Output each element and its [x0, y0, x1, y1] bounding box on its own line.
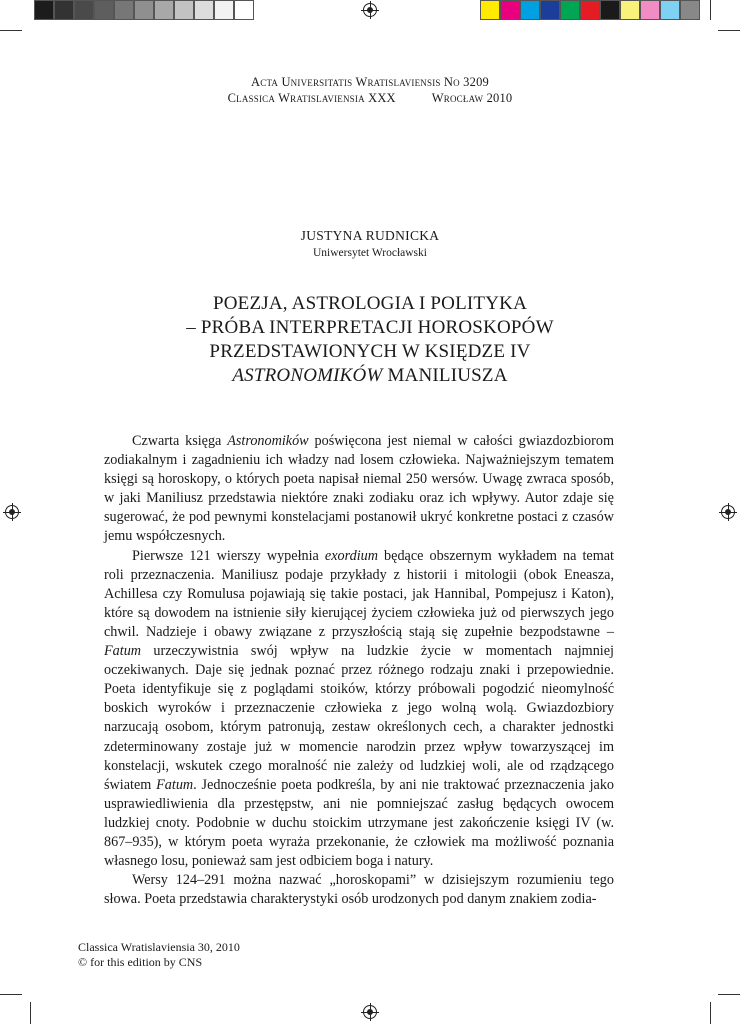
journal-place-year: Wrocław 2010	[431, 91, 513, 105]
crop-mark-bottom-right-v	[710, 1002, 711, 1024]
author-affiliation: Uniwersytet Wrocławski	[313, 247, 427, 259]
color-swatch	[580, 0, 600, 20]
gray-swatch	[214, 0, 234, 20]
gray-swatch	[54, 0, 74, 20]
crop-mark-top-left	[0, 30, 22, 31]
color-swatch	[520, 0, 540, 20]
text-run: poświęcona jest niemal w całości gwiazdozbiorom zodiakalnym i zagadnieniu ich władzy nad losem człowieka. Najważniejszym tematem księgi są horoskopy, o których poeta napisał niemal 250 wersów. Uwagę zwraca sposób, w jaki Maniliusz przedstawia niektóre znaki zodiaku oraz ich wpływy. Autor zdaje się sugerować, że pod pewnymi konstelacjami postanowił ukryć konkretne postaci z czasów jemu współczesnych.	[104, 433, 614, 545]
gray-swatch	[94, 0, 114, 20]
journal-header	[0, 74, 740, 106]
color-calibration-bar	[480, 0, 700, 20]
gray-swatch	[34, 0, 54, 20]
crop-mark-bottom-left	[0, 994, 22, 995]
article-body	[104, 432, 614, 909]
crop-mark-bottom-left-v	[30, 1002, 31, 1024]
paragraph-3: Wersy 124–291 można nazwać „horoskopami” w dzisiejszym rozumieniu tego słowa. Poeta przedstawia charakterystyki osób urodzonych pod danym znakiem zodia-	[104, 872, 614, 908]
gray-swatch	[114, 0, 134, 20]
paragraph-1	[104, 432, 614, 547]
journal-volume: Classica Wratislaviensia XXX	[227, 91, 396, 105]
crop-mark-top-right-v	[710, 0, 711, 20]
text-run: . Jednocześnie poeta podkreśla, by ani nie traktować przeznaczenia jako usprawiedliwienia dla przestępstw, ani nie pomniejszać zasług będących owocem ludzkiej cnoty. Podobnie w duchu stoickim utrzymane jest zakończenie księgi IV (w. 867–935), w którym poeta wyraża przekonanie, że człowiek ma możliwość poznania własnego losu, ponieważ sam jest odbiciem boga i natury.	[104, 776, 615, 870]
title-line-4	[0, 364, 740, 388]
author-name: JUSTYNA RUDNICKA	[300, 228, 440, 243]
color-swatch	[680, 0, 700, 20]
color-swatch	[620, 0, 640, 20]
footer-copyright: © for this edition by CNS	[78, 955, 203, 969]
title-line-3: PRZEDSTAWIONYCH W KSIĘDZE IV	[209, 341, 531, 362]
footer-citation: Classica Wratislaviensia 30, 2010	[78, 940, 240, 954]
page-footer	[78, 940, 240, 970]
italic-run: Fatum	[156, 776, 194, 793]
gray-swatch	[134, 0, 154, 20]
color-swatch	[600, 0, 620, 20]
color-swatch	[640, 0, 660, 20]
gray-swatch	[194, 0, 214, 20]
color-swatch	[480, 0, 500, 20]
grayscale-calibration-bar	[34, 0, 254, 20]
text-run: Czwarta księga	[132, 433, 228, 449]
title-line-1: POEZJA, ASTROLOGIA I POLITYKA	[212, 293, 528, 314]
crop-mark-top-right	[718, 30, 740, 31]
color-swatch	[560, 0, 580, 20]
registration-mark-bottom-icon	[363, 1005, 377, 1019]
italic-run: exordium	[324, 547, 378, 564]
color-swatch	[660, 0, 680, 20]
gray-swatch	[154, 0, 174, 20]
crop-mark-bottom-right	[718, 994, 740, 995]
registration-mark-right-icon	[721, 505, 735, 519]
text-run: urzeczywistnia swój wpływ na ludzkie życie w momentach najmniej oczekiwanych. Daje się jednak poznać przez różnego rodzaju znaki i przepowiednie. Poeta identyfikuje się z poglądami stoików, którzy próbowali pogodzić nieomylność boskich wyroków i przeznaczenie człowieka z jego wolną wolą. Gwiazdozbiory narzucają osobom, którym patronują, zestaw określonych cech, a charakter jednostki zdeterminowany zostaje już w momencie narodzin przez wpływ towarzyszącej im konstelacji, wskutek czego moralność nie zależy od ludzkiej woli, ale od rządzącego światem	[104, 643, 614, 793]
color-swatch	[540, 0, 560, 20]
title-italic-word: ASTRONOMIKÓW	[232, 365, 383, 386]
title-line-4-rest: MANILIUSZA	[382, 365, 508, 386]
color-swatch	[500, 0, 520, 20]
text-run: Pierwsze 121 wierszy wypełnia	[132, 547, 325, 564]
gray-swatch	[174, 0, 194, 20]
journal-volume-line	[0, 90, 740, 106]
gray-swatch	[74, 0, 94, 20]
journal-series: Acta Universitatis Wratislaviensis No 3209	[251, 75, 489, 89]
italic-run: Fatum	[104, 643, 142, 660]
text-run: będące obszernym wykładem na temat roli przeznaczenia. Maniliusz podaje przykłady z historii i mitologii (obok Eneasza, Achillesa czy Romulusa pojawiają się takie postaci, jak Hannibal, Pompejusz i Katon), które są dowodem na istnienie siły kierującej życiem człowieka już od pierwszych jego chwil. Nadzieje i obawy związane z przyszłością stają się zupełnie bezpodstawne –	[104, 547, 614, 640]
paragraph-2	[104, 547, 614, 872]
registration-mark-left-icon	[5, 505, 19, 519]
italic-run: Astronomików	[227, 433, 309, 449]
registration-mark-top-icon	[363, 3, 377, 17]
article-title	[0, 292, 740, 388]
gray-swatch	[234, 0, 254, 20]
title-line-2: – PRÓBA INTERPRETACJI HOROSKOPÓW	[186, 317, 554, 338]
